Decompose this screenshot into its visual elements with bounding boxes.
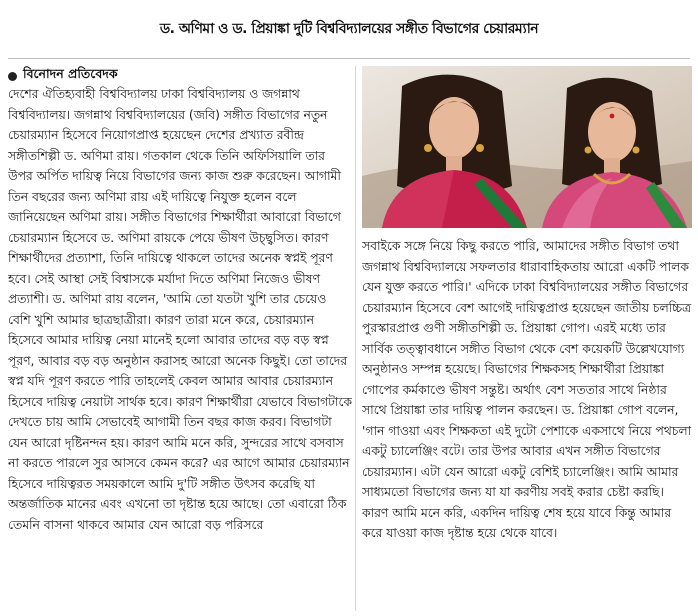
headline: ড. অণিমা ও ড. প্রিয়াঙ্কা দুটি বিশ্ববিদ্যালয়ের সঙ্গীত বিভাগের চেয়ারম্যান [0,0,698,58]
headline-rule [8,58,690,59]
article-paragraph: সবাইকে সঙ্গে নিয়ে কিছু করতে পারি, আমাদের সঙ্গীত বিভাগ তথা জগন্নাথ বিশ্ববিদ্যালয়ে সফলতার ধারাবাহিকতায় আরো একটি পালক যেন যুক্ত করতে পারি।' এদিকে ঢাকা বিশ্ববিদ্যালয়ের সঙ্গীত বিভাগের চেয়ারম্যান হিসেবে বেশ আগেই দায়িত্বপ্রাপ্ত হয়েছেন জাতীয় চলচ্চিত্র পুরস্কারপ্রাপ্ত গুণী সঙ্গীতশিল্পী ড. প্রিয়াঙ্কা গোপ। এরই মধ্যে তার সার্বিক তত্ত্বাবধানে সঙ্গীত বিভাগ থেকে বেশ কয়েকটি উল্লেখযোগ্য অনুষ্ঠানও সম্পন্ন হয়েছে। বিভাগের শিক্ষকসহ শিক্ষার্থীরা প্রিয়াঙ্কা গোপের কর্মকাণ্ডে ভীষণ সন্তুষ্ট। অর্থাৎ বেশ সততার সাথে নিষ্ঠার সাথে প্রিয়াঙ্কা তার দায়িত্ব পালন করছেন। ড. প্রিয়াঙ্কা গোপ বলেন, 'গান গাওয়া এবং শিক্ষকতা এই দুটো পেশাকে একসাথে নিয়ে পথচলা একটু চ্যালেঞ্জিং বটে। তার উপর আবার এখন সঙ্গীত বিভাগের চেয়ারম্যান। এটা যেন আরো একটু বেশিই চ্যালেঞ্জিং। আমি আমার সাধ্যমতো বিভাগের জন্য যা যা করণীয় সবই করার চেষ্টা করছি। কারণ আমি মনে করি, একদিন দায়িত্ব শেষ হয়ে যাবে কিন্তু আমার করে যাওয়া কাজ দৃষ্টান্ত হয়ে থেকে যাবে। [362,239,692,540]
column-divider [355,66,356,611]
bullet-icon [8,72,17,81]
article-paragraph: দেশের ঐতিহ্যবাহী বিশ্ববিদ্যালয় ঢাকা বিশ্ববিদ্যালয় ও জগন্নাথ বিশ্ববিদ্যালয়। জগন্নাথ বিশ্ববিদ্যালয়ের (জবি) সঙ্গীত বিভাগের নতুন চেয়ারম্যান হিসেবে নিয়োগপ্রাপ্ত হয়েছেন দেশের প্রখ্যাত রবীন্দ্র সঙ্গীতশিল্পী ড. অণিমা রায়। গতকাল থেকে তিনি অফিসিয়ালি তার উপর অর্পিত দায়িত্ব নিয়ে বিভাগের জন্য কাজ শুরু করেছেন। আগামী তিন বছরের জন্য অণিমা রায় এই দায়িত্বে নিযুক্ত হলেন বলে জানিয়েছেন অণিমা রায়। সঙ্গীত বিভাগের শিক্ষার্থীরা আবারো বিভাগে চেয়ারম্যান হিসেবে ড. অণিমা রায়কে পেয়ে ভীষণ উচ্ছ্বসিত। কারণ শিক্ষার্থীদের প্রত্যাশা, তিনি দায়িত্বে থাকলে তাদের অনেক স্বপ্নই পূরণ হবে। সেই আস্থা সেই বিশ্বাসকে মর্যাদা দিতে অণিমা নিজেও ভীষণ প্রত্যাশী। ড. অণিমা রায় বলেন, 'আমি তো যতটা খুশি তার চেয়েও বেশি খুশি আমার ছাত্রছাত্রীরা। কারণ তারা মনে করে, চেয়ারম্যান হিসেবে আমার দায়িত্ব নেয়া মানেই হলো আবার তাদের বড় বড় স্বপ্ন পূরণ, আবার বড় বড় অনুষ্ঠান করাসহ আরো অনেক কিছুই। তো তাদের স্বপ্ন যদি পূরণ করতে পারি তাহলেই কেবল আমার আবার চেয়ারম্যান হিসেবে দায়িত্ব নেয়াটা সার্থক হবে। কারণ শিক্ষার্থীরা যেভাবে বিভাগটাকে দেখতে চায় আমি সেভাবেই আগামী তিন বছর কাজ করব। বিভাগটা যেন আরো দৃষ্টিনন্দন হয়। কারণ আমি মনে করি, সুন্দরের সাথে বসবাস না করতে পারলে সুর আসবে কেমন করে? এর আগে আমার চেয়ারম্যান হিসেবে দায়িত্বরত সময়কালে আমি দু'টি সঙ্গীত উৎসব করেছি যা অন্তর্জাতিক মানের এবং এখনো তা দৃষ্টান্ত হয়ে আছে। তো এবারো ঠিক তেমনি বাসনা থাকবে আমার যেন আরো বড় পরিসরে [8,87,352,532]
article-photo [362,66,692,228]
article-right-column [362,236,692,612]
byline-text: বিনোদন প্রতিবেদক [23,66,118,81]
two-women-portrait-photo [362,66,692,228]
article-left-column [8,84,352,612]
byline [8,66,118,86]
